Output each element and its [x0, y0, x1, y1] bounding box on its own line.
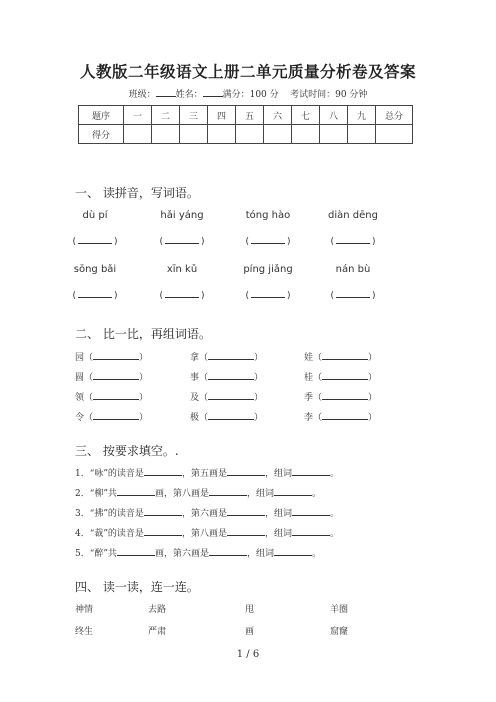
section2-title: 二、 比一比，再组词语。	[75, 327, 211, 341]
answer-blank[interactable]	[142, 236, 222, 247]
score-cell[interactable]	[124, 125, 152, 144]
score-cell[interactable]	[180, 125, 208, 144]
score-header-cell: 四	[208, 106, 236, 125]
compare-item: 及（ ）	[190, 393, 264, 403]
score-table-header-row	[79, 106, 413, 125]
fill-item: 2．“柳”共 画，第八画是 ，组词 。	[75, 489, 321, 499]
compare-item: 圆（ ）	[75, 373, 149, 383]
score-header-cell: 七	[292, 106, 320, 125]
answer-blank[interactable]	[142, 290, 222, 301]
compare-item: 李（ ）	[304, 413, 378, 423]
score-cell[interactable]	[208, 125, 236, 144]
document-title: 人教版二年级语文上册二单元质量分析卷及答案	[79, 62, 416, 81]
section1-title: 一、 读拼音，写词语。	[75, 186, 199, 200]
compare-item: 园（ ）	[75, 353, 149, 363]
score-header-cell: 九	[348, 106, 376, 125]
name-label: 姓名：	[175, 90, 203, 100]
answer-blank[interactable]	[208, 411, 254, 420]
class-blank[interactable]	[156, 88, 176, 97]
close-paren: )	[372, 291, 376, 301]
fill-item: 1．“咏”的读音是 ，第五画是 ，组词 。	[75, 469, 339, 479]
compare-item: 事（ ）	[190, 373, 264, 383]
pinyin-item: sōng bǎi	[73, 264, 117, 275]
match-word[interactable]: 严肃	[148, 627, 167, 637]
pinyin-item: píng jiǎng	[243, 264, 293, 275]
compare-item: 娃（ ）	[304, 353, 378, 363]
answer-blank[interactable]	[322, 391, 368, 400]
match-word[interactable]: 窟窿	[330, 627, 349, 637]
answer-blank[interactable]	[208, 391, 254, 400]
answer-blank[interactable]	[208, 371, 254, 380]
match-word[interactable]: 画	[245, 627, 255, 637]
open-paren: (	[330, 291, 334, 301]
score-cell[interactable]	[320, 125, 348, 144]
answer-blank[interactable]	[93, 391, 139, 400]
close-paren: )	[287, 237, 291, 247]
answer-blank[interactable]	[313, 236, 393, 247]
class-label: 班级：	[128, 90, 156, 100]
answer-blank[interactable]	[227, 467, 265, 476]
answer-blank[interactable]	[227, 527, 265, 536]
open-paren: (	[245, 237, 249, 247]
pinyin-item: tóng hào	[245, 210, 291, 221]
answer-blank[interactable]	[55, 290, 135, 301]
answer-blank[interactable]	[117, 547, 155, 556]
score-header-cell: 五	[236, 106, 264, 125]
answer-blank[interactable]	[228, 290, 308, 301]
match-word[interactable]: 羊圈	[330, 605, 349, 615]
exam-info-line	[0, 87, 496, 100]
match-word[interactable]: 神情	[75, 605, 94, 615]
score-cell[interactable]	[236, 125, 264, 144]
open-paren: (	[245, 291, 249, 301]
answer-blank[interactable]	[144, 527, 182, 536]
compare-item: 令（ ）	[75, 413, 149, 423]
answer-blank[interactable]	[209, 547, 247, 556]
open-paren: (	[159, 291, 163, 301]
compare-item: 极（ ）	[190, 413, 264, 423]
match-word[interactable]: 去路	[148, 605, 167, 615]
pinyin-item: dù pí	[82, 210, 108, 221]
answer-blank[interactable]	[93, 371, 139, 380]
score-table-score-row	[79, 125, 413, 144]
section4-title: 四、 读一读，连一连。	[75, 580, 199, 594]
score-cell[interactable]	[152, 125, 180, 144]
answer-blank[interactable]	[208, 351, 254, 360]
open-paren: (	[72, 237, 76, 247]
compare-item: 拿（ ）	[190, 353, 264, 363]
answer-blank[interactable]	[209, 487, 247, 496]
score-header-cell: 二	[152, 106, 180, 125]
score-header-cell: 总分	[376, 106, 413, 125]
pinyin-item: nán bù	[335, 264, 371, 275]
score-cell[interactable]	[348, 125, 376, 144]
answer-blank[interactable]	[313, 290, 393, 301]
compare-item: 桂（ ）	[304, 373, 378, 383]
answer-blank[interactable]	[117, 487, 155, 496]
time-label: 考试时间：90 分钟	[290, 90, 368, 100]
score-header-cell: 三	[180, 106, 208, 125]
pinyin-item: hǎi yáng	[160, 210, 204, 221]
answer-blank[interactable]	[144, 467, 182, 476]
answer-blank[interactable]	[274, 487, 312, 496]
answer-blank[interactable]	[292, 507, 330, 516]
answer-blank[interactable]	[322, 371, 368, 380]
close-paren: )	[114, 291, 118, 301]
score-header-cell: 八	[320, 106, 348, 125]
answer-blank[interactable]	[228, 236, 308, 247]
score-cell[interactable]	[376, 125, 413, 144]
name-blank[interactable]	[203, 88, 223, 97]
match-word[interactable]: 甩	[245, 605, 255, 615]
pinyin-item: xīn kǔ	[166, 264, 198, 275]
answer-blank[interactable]	[274, 547, 312, 556]
close-paren: )	[201, 237, 205, 247]
section3-title: 三、 按要求填空。.	[75, 444, 179, 458]
answer-blank[interactable]	[93, 411, 139, 420]
answer-blank[interactable]	[93, 351, 139, 360]
answer-blank[interactable]	[322, 411, 368, 420]
score-cell[interactable]	[264, 125, 292, 144]
answer-blank[interactable]	[144, 507, 182, 516]
answer-blank[interactable]	[292, 467, 330, 476]
fill-item: 4．“裁”的读音是 ，第八画是 ，组词 。	[75, 529, 339, 539]
answer-blank[interactable]	[322, 351, 368, 360]
close-paren: )	[201, 291, 205, 301]
score-label: 满分：100 分	[222, 90, 279, 100]
score-header-cell: 一	[124, 106, 152, 125]
answer-blank[interactable]	[227, 507, 265, 516]
fill-item: 5．“醉”共 画，第六画是 ，组词 。	[75, 549, 321, 559]
page-number: 1 / 6	[236, 649, 260, 660]
compare-item: 季（ ）	[304, 393, 378, 403]
score-row-label: 得分	[79, 125, 124, 144]
compare-item: 领（ ）	[75, 393, 149, 403]
pinyin-item: diàn dēng	[328, 210, 378, 221]
close-paren: )	[287, 291, 291, 301]
close-paren: )	[372, 237, 376, 247]
close-paren: )	[114, 237, 118, 247]
open-paren: (	[330, 237, 334, 247]
open-paren: (	[159, 237, 163, 247]
score-header-cell: 六	[264, 106, 292, 125]
score-header-cell: 题序	[79, 106, 124, 125]
score-cell[interactable]	[292, 125, 320, 144]
fill-item: 3．“拂”的读音是 ，第六画是 ，组词 。	[75, 509, 339, 519]
answer-blank[interactable]	[55, 236, 135, 247]
answer-blank[interactable]	[292, 527, 330, 536]
open-paren: (	[72, 291, 76, 301]
score-table	[78, 105, 413, 144]
match-word[interactable]: 终生	[75, 627, 94, 637]
